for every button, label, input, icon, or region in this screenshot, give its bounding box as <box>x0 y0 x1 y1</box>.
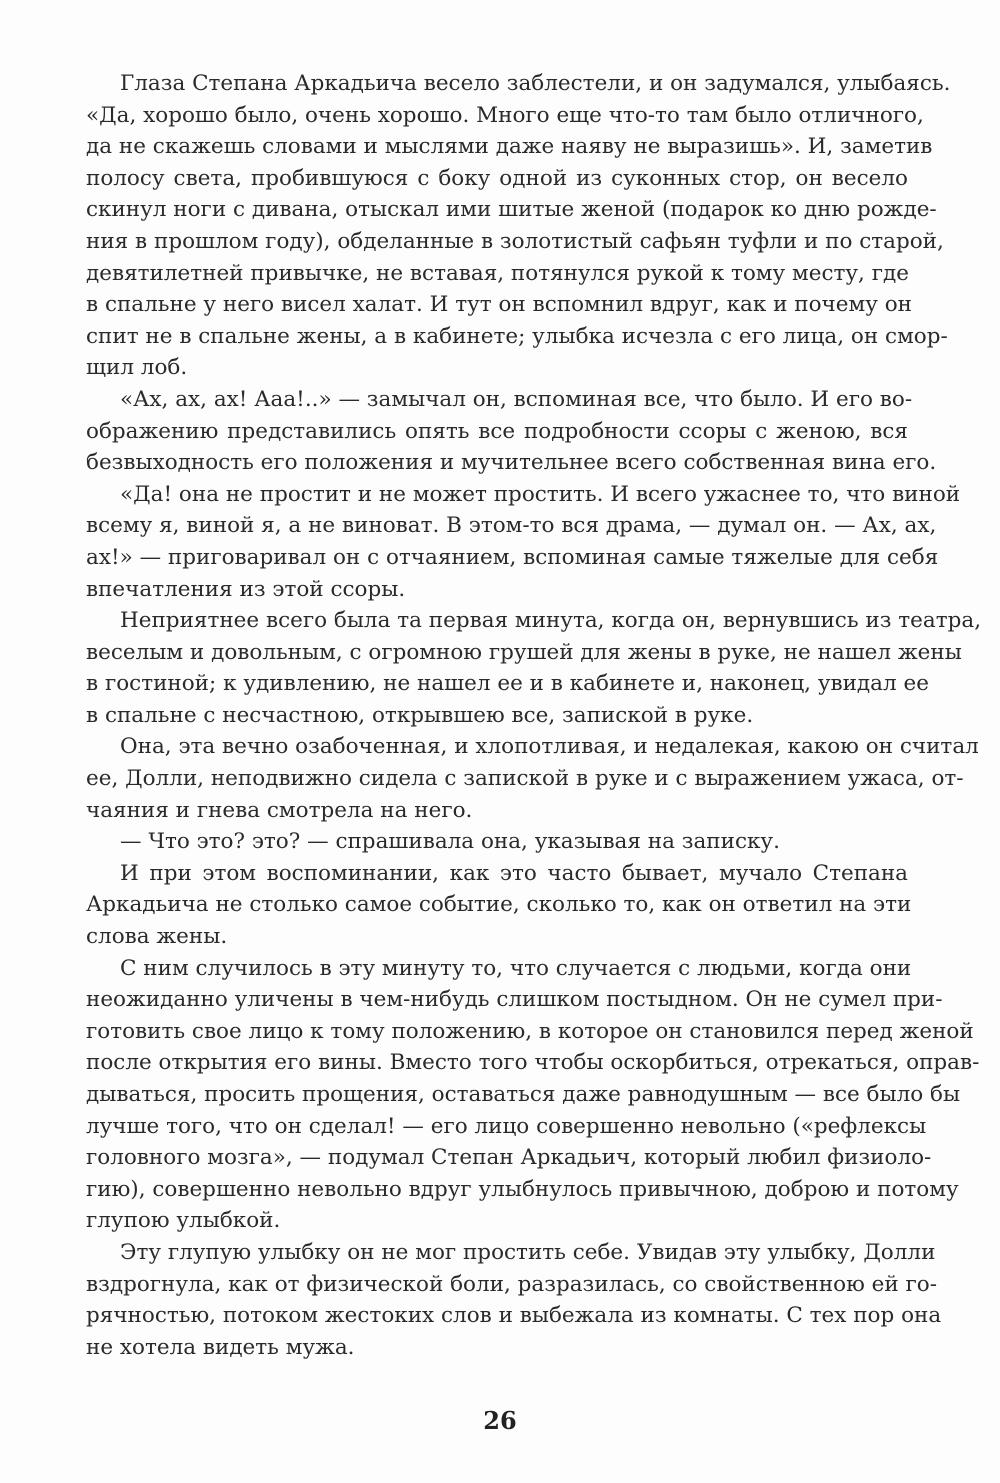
text-line: «Ах, ах, ах! Ааа!..» — замычал он, вспоминая все, что было. И его во- <box>120 386 913 412</box>
text-line: И при этом воспоминании, как это часто бывает, мучало Степана <box>120 860 908 886</box>
text-line: ее, Долли, неподвижно сидела с запиской в руке и с выражением ужаса, от- <box>86 766 964 792</box>
text-line: в гостиной; к удивлению, не нашел ее и в кабинете и, наконец, увидал ее <box>86 671 929 697</box>
text-line: ния в прошлом году), обделанные в золотистый сафьян туфли и по старой, <box>86 228 944 254</box>
text-line: полосу света, пробившуюся с боку одной из суконных стор, он весело <box>86 165 908 191</box>
text-line: Аркадьича не столько самое событие, сколько то, как он ответил на эти <box>86 892 912 918</box>
text-line: в спальне у него висел халат. И тут он вспомнил вдруг, как и почему он <box>86 292 912 318</box>
paragraph <box>86 731 979 826</box>
paragraph <box>86 826 908 858</box>
text-line: С ним случилось в эту минуту то, что случается с людьми, когда они <box>120 955 912 981</box>
body-text <box>86 68 982 1363</box>
text-line: рячностью, потоком жестоких слов и выбежала из комнаты. С тех пор она <box>86 1303 942 1329</box>
text-line: щил лоб. <box>86 355 188 381</box>
paragraph <box>86 384 937 479</box>
text-line: — Что это? это? — спрашивала она, указывая на записку. <box>120 829 780 855</box>
text-line: готовить свое лицо к тому положению, в которое он становился перед женой <box>86 1018 974 1044</box>
text-line: лучше того, что он сделал! — его лицо совершенно невольно («рефлексы <box>86 1113 927 1139</box>
text-line: «Да, хорошо было, очень хорошо. Много еще что-то там было отличного, <box>86 102 924 128</box>
paragraph <box>86 479 961 605</box>
text-line: слова жены. <box>86 924 228 950</box>
text-line: девятилетней привычке, не вставая, потянулся рукой к тому месту, где <box>86 260 909 286</box>
paragraph <box>86 1237 942 1363</box>
text-line: вздрогнула, как от физической боли, разразилась, со свойственною ей го- <box>86 1271 938 1297</box>
text-line: Эту глупую улыбку он не мог простить себе. Увидав эту улыбку, Долли <box>120 1239 936 1265</box>
paragraph <box>86 953 980 1237</box>
paragraph <box>86 68 951 384</box>
text-line: в спальне с несчастною, открывшею все, запиской в руке. <box>86 702 754 728</box>
text-line: неожиданно уличены в чем-нибудь слишком постыдном. Он не сумел при- <box>86 987 943 1013</box>
text-line: ах!» — приговаривал он с отчаянием, вспоминая самые тяжелые для себя <box>86 544 939 570</box>
text-line: Глаза Степана Аркадьича весело заблестели, и он задумался, улыбаясь. <box>120 71 951 96</box>
text-line: веселым и довольным, с огромною грушей для жены в руке, не нашел жены <box>86 639 962 665</box>
text-line: чаяния и гнева смотрела на него. <box>86 797 473 823</box>
text-line: Неприятнее всего была та первая минута, когда он, вернувшись из театра, <box>120 608 982 634</box>
text-line: всему я, виной я, а не виноват. В этом-то вся драма, — думал он. — Ах, ах, <box>86 513 937 539</box>
text-line: дываться, просить прощения, оставаться даже равнодушным — все было бы <box>86 1082 961 1107</box>
text-line: после открытия его вины. Вместо того чтобы оскорбиться, отрекаться, оправ- <box>86 1050 980 1076</box>
text-line: Она, эта вечно озабоченная, и хлопотливая, и недалекая, какою он считал <box>120 734 979 760</box>
text-line: безвыходность его положения и мучительнее всего собственная вина его. <box>86 450 937 476</box>
text-line: гию), совершенно невольно вдруг улыбнулось привычною, доброю и потому <box>86 1176 959 1202</box>
text-line: головного мозга», — подумал Степан Аркадьич, который любил физиоло- <box>86 1145 932 1171</box>
text-line: «Да! она не простит и не может простить. И всего ужаснее то, что виной <box>120 481 961 507</box>
paragraph <box>86 605 982 731</box>
text-line: не хотела видеть мужа. <box>86 1334 355 1360</box>
text-line: да не скажешь словами и мыслями даже наяву не выразишь». И, заметив <box>86 134 933 160</box>
text-line: спит не в спальне жены, а в кабинете; улыбка исчезла с его лица, он смор- <box>86 323 948 349</box>
text-line: ображению представились опять все подробности ссоры с женою, вся <box>86 418 908 444</box>
text-line: глупою улыбкой. <box>86 1208 281 1234</box>
text-line: скинул ноги с дивана, отыскал ими шитые женой (подарок ко дню рожде- <box>86 197 937 223</box>
paragraph <box>86 858 912 953</box>
text-line: впечатления из этой ссоры. <box>86 576 406 602</box>
page-number: 26 <box>483 1406 517 1435</box>
